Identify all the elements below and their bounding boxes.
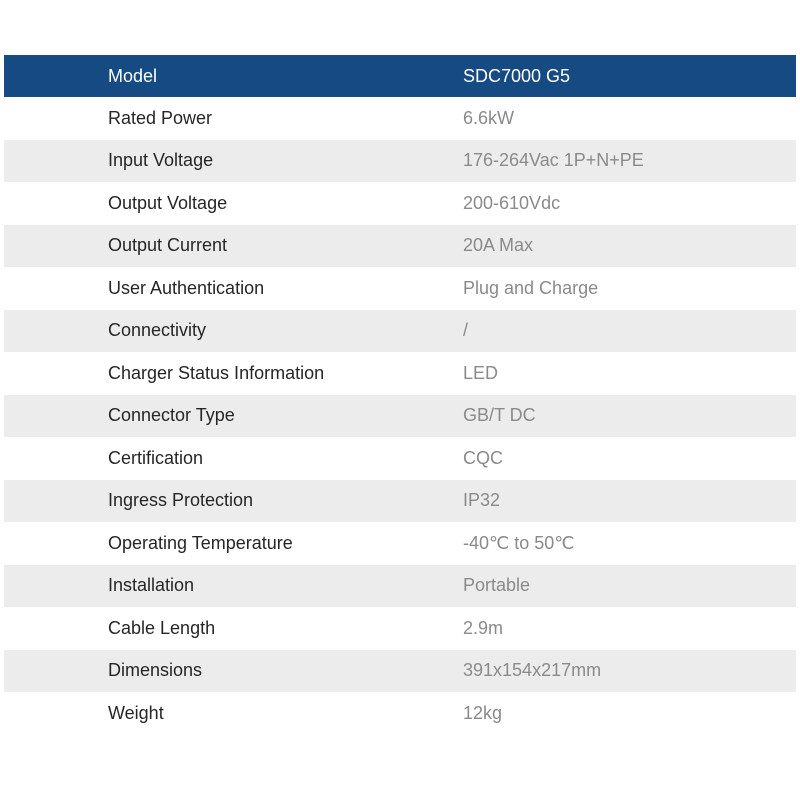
table-row — [4, 395, 796, 438]
row-label: Installation — [108, 575, 195, 596]
row-value: / — [463, 320, 469, 341]
row-value: 12kg — [463, 702, 503, 723]
table-row — [4, 522, 796, 565]
table-row — [4, 607, 796, 650]
row-value: Plug and Charge — [463, 277, 599, 298]
row-label: Rated Power — [108, 107, 213, 128]
table-row — [4, 225, 796, 268]
row-value: -40℃ to 50℃ — [463, 532, 575, 553]
spec-table — [4, 55, 796, 735]
row-label: Connector Type — [108, 405, 235, 426]
row-value: IP32 — [463, 490, 501, 511]
row-label: Cable Length — [108, 617, 216, 638]
table-row — [4, 692, 796, 735]
row-value: LED — [463, 362, 499, 383]
row-label: Operating Temperature — [108, 532, 293, 553]
row-value: 391x154x217mm — [463, 660, 602, 681]
row-value: 6.6kW — [463, 107, 515, 128]
header-label: Model — [108, 65, 158, 86]
row-label: Certification — [108, 447, 204, 468]
row-label: Output Voltage — [108, 192, 228, 213]
table-row — [4, 140, 796, 183]
table-row — [4, 310, 796, 353]
row-value: 2.9m — [463, 617, 504, 638]
row-value: 176-264Vac 1P+N+PE — [463, 150, 644, 171]
table-row — [4, 437, 796, 480]
table-row — [4, 480, 796, 523]
row-value: 200-610Vdc — [463, 192, 561, 213]
row-value: 20A Max — [463, 235, 534, 256]
row-label: Output Current — [108, 235, 228, 256]
table-row — [4, 565, 796, 608]
row-value: CQC — [463, 447, 503, 468]
table-row — [4, 182, 796, 225]
table-header — [4, 55, 796, 97]
row-label: Ingress Protection — [108, 490, 254, 511]
row-label: Dimensions — [108, 660, 203, 681]
table-row — [4, 352, 796, 395]
row-label: Weight — [108, 702, 164, 723]
table-row — [4, 267, 796, 310]
row-label: Charger Status Information — [108, 362, 325, 383]
row-label: User Authentication — [108, 277, 265, 298]
row-value: Portable — [463, 575, 531, 596]
row-label: Connectivity — [108, 320, 207, 341]
row-label: Input Voltage — [108, 150, 214, 171]
table-row — [4, 650, 796, 693]
row-value: GB/T DC — [463, 405, 536, 426]
header-value: SDC7000 G5 — [463, 65, 571, 86]
table-row — [4, 97, 796, 140]
